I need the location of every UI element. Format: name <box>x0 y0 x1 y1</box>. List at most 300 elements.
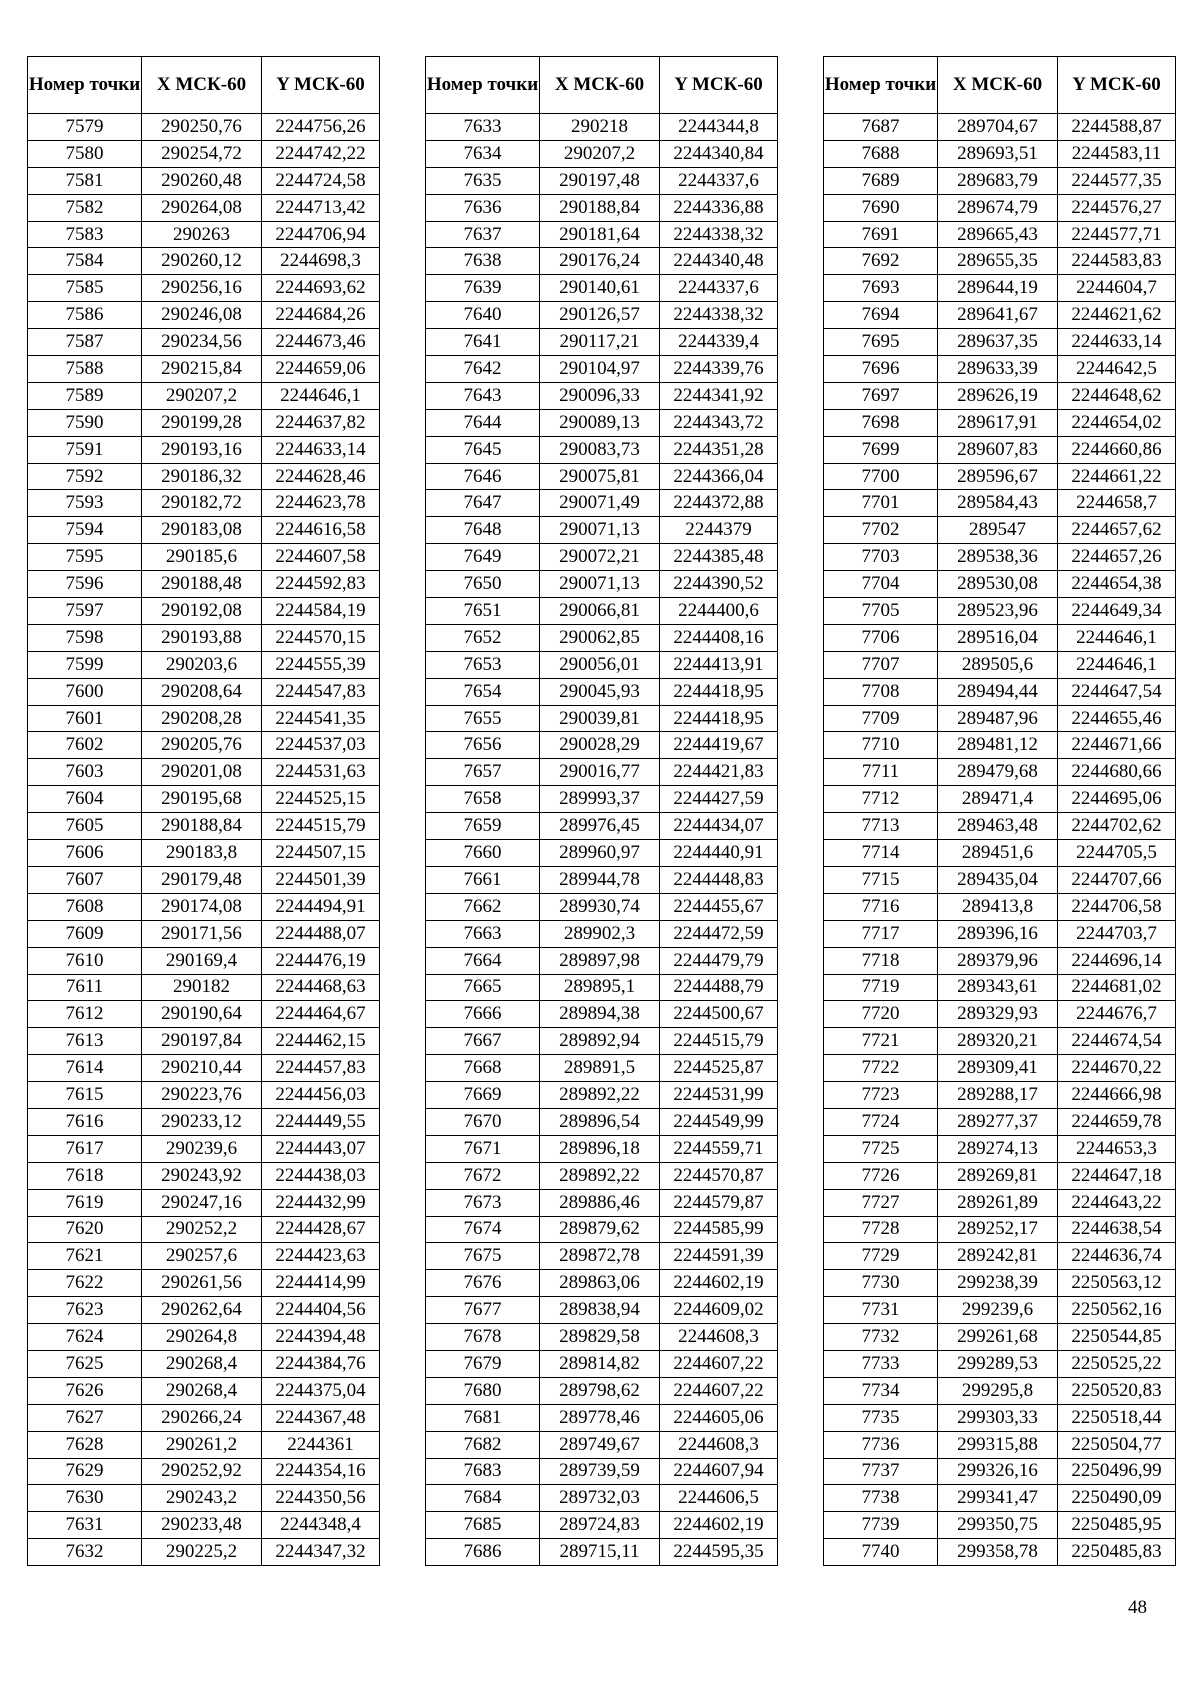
point-number-cell: 7617 <box>28 1135 142 1162</box>
point-number-cell: 7705 <box>824 598 938 625</box>
table-row <box>28 382 380 409</box>
x-coordinate-cell: 290264,08 <box>142 194 262 221</box>
point-number-cell: 7672 <box>426 1162 540 1189</box>
x-coordinate-cell: 290117,21 <box>540 329 660 356</box>
table-row <box>28 786 380 813</box>
point-number-cell: 7619 <box>28 1189 142 1216</box>
y-coordinate-cell: 2244585,99 <box>660 1216 778 1243</box>
x-coordinate-cell: 289739,59 <box>540 1458 660 1485</box>
point-number-cell: 7685 <box>426 1512 540 1539</box>
point-number-cell: 7668 <box>426 1055 540 1082</box>
y-coordinate-cell: 2244724,58 <box>262 167 380 194</box>
x-coordinate-cell: 289891,5 <box>540 1055 660 1082</box>
header-y: Y МСК-60 <box>262 57 380 114</box>
x-coordinate-cell: 289261,89 <box>938 1189 1058 1216</box>
y-coordinate-cell: 2244476,19 <box>262 947 380 974</box>
y-coordinate-cell: 2244706,58 <box>1058 893 1176 920</box>
x-coordinate-cell: 290062,85 <box>540 624 660 651</box>
y-coordinate-cell: 2244706,94 <box>262 221 380 248</box>
table-row <box>824 947 1176 974</box>
table-row <box>28 624 380 651</box>
y-coordinate-cell: 2244707,66 <box>1058 866 1176 893</box>
y-coordinate-cell: 2244602,19 <box>660 1270 778 1297</box>
y-coordinate-cell: 2244408,16 <box>660 624 778 651</box>
y-coordinate-cell: 2244423,63 <box>262 1243 380 1270</box>
point-number-cell: 7717 <box>824 920 938 947</box>
x-coordinate-cell: 289481,12 <box>938 732 1058 759</box>
point-number-cell: 7609 <box>28 920 142 947</box>
y-coordinate-cell: 2244434,07 <box>660 813 778 840</box>
point-number-cell: 7659 <box>426 813 540 840</box>
point-number-cell: 7621 <box>28 1243 142 1270</box>
table-row <box>28 840 380 867</box>
table-row <box>824 1135 1176 1162</box>
y-coordinate-cell: 2244337,6 <box>660 167 778 194</box>
point-number-cell: 7581 <box>28 167 142 194</box>
table-row <box>28 705 380 732</box>
table-row <box>426 1001 778 1028</box>
point-number-cell: 7688 <box>824 140 938 167</box>
x-coordinate-cell: 289617,91 <box>938 409 1058 436</box>
table-row <box>28 1216 380 1243</box>
point-number-cell: 7635 <box>426 167 540 194</box>
point-number-cell: 7598 <box>28 624 142 651</box>
x-coordinate-cell: 290126,57 <box>540 302 660 329</box>
table-row <box>426 866 778 893</box>
table-row <box>824 1270 1176 1297</box>
table-row <box>28 1324 380 1351</box>
y-coordinate-cell: 2244638,54 <box>1058 1216 1176 1243</box>
point-number-cell: 7738 <box>824 1485 938 1512</box>
point-number-cell: 7593 <box>28 490 142 517</box>
x-coordinate-cell: 289329,93 <box>938 1001 1058 1028</box>
table-row <box>28 920 380 947</box>
point-number-cell: 7722 <box>824 1055 938 1082</box>
table-row <box>28 1377 380 1404</box>
y-coordinate-cell: 2244488,79 <box>660 974 778 1001</box>
x-coordinate-cell: 289814,82 <box>540 1350 660 1377</box>
y-coordinate-cell: 2244607,22 <box>660 1350 778 1377</box>
x-coordinate-cell: 299303,33 <box>938 1404 1058 1431</box>
point-number-cell: 7618 <box>28 1162 142 1189</box>
y-coordinate-cell: 2244462,15 <box>262 1028 380 1055</box>
x-coordinate-cell: 299315,88 <box>938 1431 1058 1458</box>
x-coordinate-cell: 290188,84 <box>142 813 262 840</box>
header-x: X МСК-60 <box>540 57 660 114</box>
table-row <box>28 1297 380 1324</box>
y-coordinate-cell: 2244583,83 <box>1058 248 1176 275</box>
y-coordinate-cell: 2244660,86 <box>1058 436 1176 463</box>
point-number-cell: 7718 <box>824 947 938 974</box>
x-coordinate-cell: 289944,78 <box>540 866 660 893</box>
table-row <box>426 598 778 625</box>
y-coordinate-cell: 2244609,02 <box>660 1297 778 1324</box>
y-coordinate-cell: 2244653,3 <box>1058 1135 1176 1162</box>
x-coordinate-cell: 290223,76 <box>142 1082 262 1109</box>
table-row <box>824 1512 1176 1539</box>
x-coordinate-cell: 289523,96 <box>938 598 1058 625</box>
x-coordinate-cell: 290243,92 <box>142 1162 262 1189</box>
x-coordinate-cell: 290071,13 <box>540 571 660 598</box>
table-row <box>426 920 778 947</box>
table-row <box>28 866 380 893</box>
x-coordinate-cell: 290169,4 <box>142 947 262 974</box>
y-coordinate-cell: 2244448,83 <box>660 866 778 893</box>
table-row <box>824 1404 1176 1431</box>
table-row <box>28 356 380 383</box>
point-number-cell: 7699 <box>824 436 938 463</box>
y-coordinate-cell: 2244654,02 <box>1058 409 1176 436</box>
table-row <box>824 732 1176 759</box>
x-coordinate-cell: 290186,32 <box>142 463 262 490</box>
point-number-cell: 7698 <box>824 409 938 436</box>
x-coordinate-cell: 290268,4 <box>142 1377 262 1404</box>
point-number-cell: 7649 <box>426 544 540 571</box>
y-coordinate-cell: 2244649,34 <box>1058 598 1176 625</box>
point-number-cell: 7665 <box>426 974 540 1001</box>
table-row <box>824 1001 1176 1028</box>
x-coordinate-cell: 290250,76 <box>142 114 262 141</box>
y-coordinate-cell: 2244344,8 <box>660 114 778 141</box>
header-point-number: Номер точки <box>426 57 540 114</box>
x-coordinate-cell: 289463,48 <box>938 813 1058 840</box>
x-coordinate-cell: 290252,2 <box>142 1216 262 1243</box>
y-coordinate-cell: 2250485,83 <box>1058 1539 1176 1566</box>
table-row <box>824 1243 1176 1270</box>
x-coordinate-cell: 299261,68 <box>938 1324 1058 1351</box>
point-number-cell: 7585 <box>28 275 142 302</box>
y-coordinate-cell: 2244354,16 <box>262 1458 380 1485</box>
x-coordinate-cell: 289435,04 <box>938 866 1058 893</box>
y-coordinate-cell: 2244643,22 <box>1058 1189 1176 1216</box>
y-coordinate-cell: 2244604,7 <box>1058 275 1176 302</box>
table-row <box>28 248 380 275</box>
y-coordinate-cell: 2244348,4 <box>262 1512 380 1539</box>
table-row <box>426 1404 778 1431</box>
x-coordinate-cell: 289277,37 <box>938 1108 1058 1135</box>
y-coordinate-cell: 2244350,56 <box>262 1485 380 1512</box>
point-number-cell: 7676 <box>426 1270 540 1297</box>
table-row <box>426 194 778 221</box>
x-coordinate-cell: 289724,83 <box>540 1512 660 1539</box>
point-number-cell: 7652 <box>426 624 540 651</box>
y-coordinate-cell: 2244340,48 <box>660 248 778 275</box>
y-coordinate-cell: 2244361 <box>262 1431 380 1458</box>
y-coordinate-cell: 2244628,46 <box>262 463 380 490</box>
x-coordinate-cell: 289596,67 <box>938 463 1058 490</box>
point-number-cell: 7633 <box>426 114 540 141</box>
x-coordinate-cell: 290257,6 <box>142 1243 262 1270</box>
y-coordinate-cell: 2244659,78 <box>1058 1108 1176 1135</box>
point-number-cell: 7709 <box>824 705 938 732</box>
table-row <box>28 329 380 356</box>
point-number-cell: 7724 <box>824 1108 938 1135</box>
point-number-cell: 7673 <box>426 1189 540 1216</box>
x-coordinate-cell: 290247,16 <box>142 1189 262 1216</box>
x-coordinate-cell: 290207,2 <box>142 382 262 409</box>
x-coordinate-cell: 290192,08 <box>142 598 262 625</box>
table-row <box>28 1431 380 1458</box>
table-row <box>426 517 778 544</box>
point-number-cell: 7733 <box>824 1350 938 1377</box>
y-coordinate-cell: 2250563,12 <box>1058 1270 1176 1297</box>
point-number-cell: 7660 <box>426 840 540 867</box>
y-coordinate-cell: 2244515,79 <box>660 1028 778 1055</box>
x-coordinate-cell: 299350,75 <box>938 1512 1058 1539</box>
point-number-cell: 7740 <box>824 1539 938 1566</box>
point-number-cell: 7728 <box>824 1216 938 1243</box>
point-number-cell: 7654 <box>426 678 540 705</box>
x-coordinate-cell: 289269,81 <box>938 1162 1058 1189</box>
y-coordinate-cell: 2244608,3 <box>660 1324 778 1351</box>
y-coordinate-cell: 2244592,83 <box>262 571 380 598</box>
y-coordinate-cell: 2244602,19 <box>660 1512 778 1539</box>
x-coordinate-cell: 290268,4 <box>142 1350 262 1377</box>
point-number-cell: 7677 <box>426 1297 540 1324</box>
point-number-cell: 7626 <box>28 1377 142 1404</box>
table-row <box>426 947 778 974</box>
x-coordinate-cell: 289242,81 <box>938 1243 1058 1270</box>
point-number-cell: 7664 <box>426 947 540 974</box>
table-row <box>824 571 1176 598</box>
point-number-cell: 7706 <box>824 624 938 651</box>
y-coordinate-cell: 2244577,71 <box>1058 221 1176 248</box>
x-coordinate-cell: 289379,96 <box>938 947 1058 974</box>
table-row <box>824 248 1176 275</box>
point-number-cell: 7731 <box>824 1297 938 1324</box>
x-coordinate-cell: 289626,19 <box>938 382 1058 409</box>
x-coordinate-cell: 290179,48 <box>142 866 262 893</box>
point-number-cell: 7662 <box>426 893 540 920</box>
y-coordinate-cell: 2244670,22 <box>1058 1055 1176 1082</box>
table-row <box>426 302 778 329</box>
table-row <box>426 813 778 840</box>
point-number-cell: 7646 <box>426 463 540 490</box>
point-number-cell: 7628 <box>28 1431 142 1458</box>
point-number-cell: 7632 <box>28 1539 142 1566</box>
table-row <box>426 1135 778 1162</box>
y-coordinate-cell: 2244488,07 <box>262 920 380 947</box>
point-number-cell: 7604 <box>28 786 142 813</box>
point-number-cell: 7645 <box>426 436 540 463</box>
x-coordinate-cell: 289584,43 <box>938 490 1058 517</box>
y-coordinate-cell: 2244646,1 <box>262 382 380 409</box>
table-row <box>426 1350 778 1377</box>
table-row <box>426 382 778 409</box>
y-coordinate-cell: 2244633,14 <box>1058 329 1176 356</box>
y-coordinate-cell: 2244605,06 <box>660 1404 778 1431</box>
y-coordinate-cell: 2250496,99 <box>1058 1458 1176 1485</box>
point-number-cell: 7610 <box>28 947 142 974</box>
table-row <box>824 1297 1176 1324</box>
table-row <box>426 1324 778 1351</box>
x-coordinate-cell: 290171,56 <box>142 920 262 947</box>
x-coordinate-cell: 289494,44 <box>938 678 1058 705</box>
x-coordinate-cell: 290208,28 <box>142 705 262 732</box>
y-coordinate-cell: 2244608,3 <box>660 1431 778 1458</box>
x-coordinate-cell: 289274,13 <box>938 1135 1058 1162</box>
point-number-cell: 7592 <box>28 463 142 490</box>
table-row <box>28 517 380 544</box>
y-coordinate-cell: 2244595,35 <box>660 1539 778 1566</box>
x-coordinate-cell: 290089,13 <box>540 409 660 436</box>
table-row <box>824 1162 1176 1189</box>
x-coordinate-cell: 289902,3 <box>540 920 660 947</box>
y-coordinate-cell: 2244671,66 <box>1058 732 1176 759</box>
y-coordinate-cell: 2244636,74 <box>1058 1243 1176 1270</box>
point-number-cell: 7640 <box>426 302 540 329</box>
x-coordinate-cell: 299295,8 <box>938 1377 1058 1404</box>
x-coordinate-cell: 290104,97 <box>540 356 660 383</box>
x-coordinate-cell: 289530,08 <box>938 571 1058 598</box>
point-number-cell: 7716 <box>824 893 938 920</box>
table-row <box>824 598 1176 625</box>
point-number-cell: 7723 <box>824 1082 938 1109</box>
x-coordinate-cell: 289896,18 <box>540 1135 660 1162</box>
x-coordinate-cell: 289895,1 <box>540 974 660 1001</box>
y-coordinate-cell: 2244648,62 <box>1058 382 1176 409</box>
x-coordinate-cell: 289749,67 <box>540 1431 660 1458</box>
x-coordinate-cell: 290193,16 <box>142 436 262 463</box>
point-number-cell: 7584 <box>28 248 142 275</box>
point-number-cell: 7615 <box>28 1082 142 1109</box>
table-row <box>426 893 778 920</box>
y-coordinate-cell: 2244696,14 <box>1058 947 1176 974</box>
table-row <box>28 813 380 840</box>
point-number-cell: 7737 <box>824 1458 938 1485</box>
y-coordinate-cell: 2244661,22 <box>1058 463 1176 490</box>
point-number-cell: 7678 <box>426 1324 540 1351</box>
y-coordinate-cell: 2244413,91 <box>660 651 778 678</box>
table-row <box>426 167 778 194</box>
x-coordinate-cell: 290208,64 <box>142 678 262 705</box>
x-coordinate-cell: 290140,61 <box>540 275 660 302</box>
point-number-cell: 7689 <box>824 167 938 194</box>
y-coordinate-cell: 2244340,84 <box>660 140 778 167</box>
y-coordinate-cell: 2244372,88 <box>660 490 778 517</box>
x-coordinate-cell: 289930,74 <box>540 893 660 920</box>
y-coordinate-cell: 2244457,83 <box>262 1055 380 1082</box>
table-row <box>426 1458 778 1485</box>
table-row <box>28 140 380 167</box>
point-number-cell: 7714 <box>824 840 938 867</box>
table-row <box>28 893 380 920</box>
y-coordinate-cell: 2244607,58 <box>262 544 380 571</box>
table-row <box>426 1297 778 1324</box>
table-row <box>28 1162 380 1189</box>
table-row <box>28 759 380 786</box>
point-number-cell: 7629 <box>28 1458 142 1485</box>
y-coordinate-cell: 2250518,44 <box>1058 1404 1176 1431</box>
y-coordinate-cell: 2244676,7 <box>1058 1001 1176 1028</box>
table-row <box>426 1539 778 1566</box>
point-number-cell: 7682 <box>426 1431 540 1458</box>
table-row <box>426 275 778 302</box>
y-coordinate-cell: 2244427,59 <box>660 786 778 813</box>
y-coordinate-cell: 2244674,54 <box>1058 1028 1176 1055</box>
y-coordinate-cell: 2244646,1 <box>1058 651 1176 678</box>
y-coordinate-cell: 2244472,59 <box>660 920 778 947</box>
point-number-cell: 7739 <box>824 1512 938 1539</box>
x-coordinate-cell: 290233,48 <box>142 1512 262 1539</box>
y-coordinate-cell: 2244421,83 <box>660 759 778 786</box>
y-coordinate-cell: 2244702,62 <box>1058 813 1176 840</box>
y-coordinate-cell: 2250504,77 <box>1058 1431 1176 1458</box>
point-number-cell: 7661 <box>426 866 540 893</box>
x-coordinate-cell: 290243,2 <box>142 1485 262 1512</box>
table-row <box>28 194 380 221</box>
point-number-cell: 7735 <box>824 1404 938 1431</box>
x-coordinate-cell: 290199,28 <box>142 409 262 436</box>
y-coordinate-cell: 2244501,39 <box>262 866 380 893</box>
x-coordinate-cell: 289896,54 <box>540 1108 660 1135</box>
table-row <box>28 114 380 141</box>
x-coordinate-cell: 290218 <box>540 114 660 141</box>
table-row <box>28 167 380 194</box>
x-coordinate-cell: 290261,2 <box>142 1431 262 1458</box>
x-coordinate-cell: 290072,21 <box>540 544 660 571</box>
y-coordinate-cell: 2244570,15 <box>262 624 380 651</box>
x-coordinate-cell: 299238,39 <box>938 1270 1058 1297</box>
table-row <box>824 840 1176 867</box>
point-number-cell: 7583 <box>28 221 142 248</box>
point-number-cell: 7710 <box>824 732 938 759</box>
point-number-cell: 7627 <box>28 1404 142 1431</box>
table-row <box>824 759 1176 786</box>
point-number-cell: 7666 <box>426 1001 540 1028</box>
y-coordinate-cell: 2244479,79 <box>660 947 778 974</box>
table-row <box>426 140 778 167</box>
y-coordinate-cell: 2244584,19 <box>262 598 380 625</box>
point-number-cell: 7657 <box>426 759 540 786</box>
x-coordinate-cell: 290262,64 <box>142 1297 262 1324</box>
table-row <box>426 1431 778 1458</box>
table-row <box>28 1404 380 1431</box>
y-coordinate-cell: 2244339,4 <box>660 329 778 356</box>
x-coordinate-cell: 290260,48 <box>142 167 262 194</box>
y-coordinate-cell: 2244681,02 <box>1058 974 1176 1001</box>
y-coordinate-cell: 2244414,99 <box>262 1270 380 1297</box>
x-coordinate-cell: 289732,03 <box>540 1485 660 1512</box>
table-row <box>824 409 1176 436</box>
x-coordinate-cell: 290028,29 <box>540 732 660 759</box>
point-number-cell: 7684 <box>426 1485 540 1512</box>
table-row <box>28 598 380 625</box>
coordinates-table-1 <box>27 56 380 1566</box>
table-row <box>426 490 778 517</box>
point-number-cell: 7601 <box>28 705 142 732</box>
point-number-cell: 7644 <box>426 409 540 436</box>
x-coordinate-cell: 289505,6 <box>938 651 1058 678</box>
point-number-cell: 7696 <box>824 356 938 383</box>
table-row <box>426 356 778 383</box>
point-number-cell: 7656 <box>426 732 540 759</box>
point-number-cell: 7590 <box>28 409 142 436</box>
table-row <box>824 463 1176 490</box>
coordinates-table-2 <box>425 56 778 1566</box>
table-row <box>28 1512 380 1539</box>
point-number-cell: 7674 <box>426 1216 540 1243</box>
table-row <box>28 1350 380 1377</box>
point-number-cell: 7671 <box>426 1135 540 1162</box>
y-coordinate-cell: 2244500,67 <box>660 1001 778 1028</box>
point-number-cell: 7681 <box>426 1404 540 1431</box>
x-coordinate-cell: 290188,48 <box>142 571 262 598</box>
table-row <box>28 436 380 463</box>
x-coordinate-cell: 289829,58 <box>540 1324 660 1351</box>
table-row <box>824 1189 1176 1216</box>
table-row <box>28 463 380 490</box>
